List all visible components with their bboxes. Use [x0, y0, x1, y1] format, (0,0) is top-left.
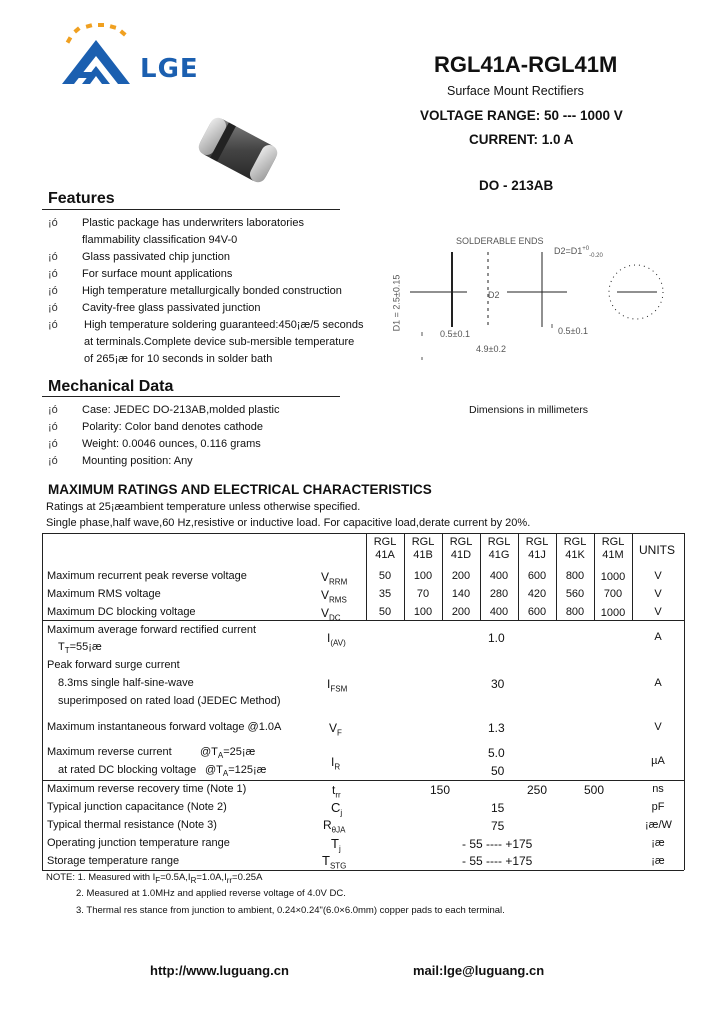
unit-cell: ns — [652, 783, 664, 795]
unit-cell: ¡æ/W — [645, 819, 672, 831]
param-label: at rated DC blocking voltage — [58, 764, 197, 776]
param-label: superimposed on rated load (JEDEC Method) — [58, 695, 281, 707]
param-label: Operating junction temperature range — [47, 837, 230, 849]
value-cell: 400 — [489, 570, 509, 582]
d2-center-label: D2 — [488, 290, 500, 300]
param-label: 8.3ms single half-sine-wave — [58, 677, 194, 689]
current-rating: CURRENT: 1.0 A — [469, 132, 574, 147]
value-cell: 560 — [565, 588, 585, 600]
unit-cell: V — [654, 570, 662, 582]
value-cell: 280 — [489, 588, 509, 600]
solderable-ends-label: SOLDERABLE ENDS — [456, 236, 544, 246]
value-cell: 500 — [584, 783, 605, 797]
unit-cell: µA — [651, 755, 665, 767]
value-cell: 100 — [413, 606, 433, 618]
part-header: RGL 41G — [487, 536, 511, 561]
value-cell: 75 — [491, 819, 505, 833]
value-cell: 800 — [565, 606, 585, 618]
table-border-left — [42, 533, 43, 870]
value-cell: 1000 — [600, 571, 626, 583]
value-cell: 50 — [378, 570, 392, 582]
note-3: 3. Thermal res stance from junction to ambient, 0.24×0.24"(6.0×6.0mm) copper pads to each terminal. — [76, 905, 505, 916]
subtitle: Surface Mount Rectifiers — [447, 84, 584, 98]
param-label: Typical thermal resistance (Note 3) — [47, 819, 217, 831]
part-header: RGL 41K — [563, 536, 587, 561]
symbol: $V_{RMS}$ — [321, 588, 347, 605]
note-2: 2. Measured at 1.0MHz and applied reverse voltage of 4.0V DC. — [76, 888, 346, 899]
value-cell: 35 — [378, 588, 392, 600]
part-header: RGL 41A — [373, 536, 397, 561]
value-cell: 600 — [527, 606, 547, 618]
col-divider — [632, 533, 633, 620]
symbol: $I_{FSM}$ — [327, 677, 348, 694]
param-label: Maximum DC blocking voltage — [47, 606, 196, 618]
param-condition: $@T_A=25¡æ$ — [200, 746, 256, 761]
param-condition: $T_T=55¡æ$ — [58, 641, 102, 656]
unit-cell: A — [654, 677, 662, 689]
unit-cell: pF — [651, 801, 665, 813]
value-cell: 50 — [491, 764, 505, 778]
value-cell: 70 — [416, 588, 430, 600]
part-header: RGL 41D — [449, 536, 473, 561]
unit-cell: A — [654, 631, 662, 643]
dimensions-caption: Dimensions in millimeters — [469, 404, 589, 416]
symbol: $R_{\theta JA}$ — [323, 818, 346, 835]
param-label: Storage temperature range — [47, 855, 180, 867]
unit-cell: V — [654, 606, 662, 618]
value-cell: - 55 ---- +175 — [462, 837, 533, 851]
value-cell: 400 — [489, 606, 509, 618]
symbol: $T_{STG}$ — [322, 853, 347, 871]
param-label: Peak forward surge current — [47, 659, 180, 671]
ratings-note-2: Single phase,half wave,60 Hz,resistive or inductive load. For capacitive load,derate current by 20%. — [46, 517, 531, 529]
param-label: Maximum recurrent peak reverse voltage — [47, 570, 247, 582]
param-label: Maximum instantaneous forward voltage @1.0A — [47, 721, 282, 733]
d1-dimension-label: D1 = 2.5±0.15 — [391, 274, 402, 332]
part-header: RGL 41M — [601, 536, 625, 561]
value-cell: 420 — [527, 588, 547, 600]
ratings-note-1: Ratings at 25¡æambient temperature unless otherwise specified. — [46, 501, 361, 513]
value-cell: - 55 ---- +175 — [462, 854, 533, 868]
unit-cell: V — [654, 721, 662, 733]
package-code: DO - 213AB — [479, 178, 554, 193]
value-cell: 30 — [491, 677, 505, 691]
unit-cell: ¡æ — [651, 837, 665, 849]
value-cell: 15 — [491, 801, 505, 815]
unit-cell: ¡æ — [651, 855, 665, 867]
table-border-right — [684, 533, 685, 870]
value-cell: 50 — [378, 606, 392, 618]
page-title: RGL41A-RGL41M — [434, 52, 618, 77]
symbol: $I_{(AV)}$ — [327, 631, 346, 648]
logo-text: LGE — [140, 54, 199, 84]
value-cell: 200 — [451, 606, 471, 618]
value-cell: 800 — [565, 570, 585, 582]
website-link[interactable]: http://www.luguang.cn — [150, 963, 289, 978]
symbol: $V_{RRM}$ — [321, 570, 348, 587]
row-divider — [42, 780, 684, 781]
value-cell: 250 — [527, 783, 548, 797]
symbol: $t_{rr}$ — [332, 783, 341, 800]
note-1: NOTE: 1. Measured with $I_F=0.5A,I_R=1.0A,I_{rr}=0.25A$ — [46, 872, 263, 885]
param-label: Maximum reverse current — [47, 746, 172, 758]
value-cell: 5.0 — [488, 746, 505, 760]
end-width-label-right: 0.5±0.1 — [558, 326, 588, 336]
voltage-range: VOLTAGE RANGE: 50 --- 1000 V — [420, 108, 623, 123]
symbol: $C_j$ — [331, 800, 343, 818]
units-header: UNITS — [639, 543, 675, 557]
table-border-top — [42, 533, 684, 534]
param-label: Maximum average forward rectified current — [47, 624, 257, 636]
table-border-bottom — [42, 870, 684, 871]
email-link[interactable]: mail:lge@luguang.cn — [413, 963, 545, 978]
features-heading: Features — [48, 190, 115, 207]
ratings-heading: MAXIMUM RATINGS AND ELECTRICAL CHARACTERISTICS — [48, 482, 432, 497]
value-cell: 1.0 — [488, 631, 505, 645]
value-cell: 100 — [413, 570, 433, 582]
param-label: Maximum reverse recovery time (Note 1) — [47, 783, 247, 795]
symbol: $V_F$ — [329, 721, 342, 738]
d2-label: $D2=D1^{+0}_{-0.20}$ — [554, 246, 603, 259]
value-cell: 200 — [451, 570, 471, 582]
param-label: Maximum RMS voltage — [47, 588, 161, 600]
length-label: 4.9±0.2 — [476, 344, 506, 354]
value-cell: 700 — [603, 588, 623, 600]
mechanical-heading: Mechanical Data — [48, 378, 174, 395]
unit-cell: V — [654, 588, 662, 600]
symbol: $T_j$ — [331, 836, 341, 854]
value-cell: 1.3 — [488, 721, 505, 735]
part-header: RGL 41B — [411, 536, 435, 561]
symbol: $I_R$ — [331, 755, 341, 772]
row-divider — [42, 620, 684, 621]
symbol: $V_{DC}$ — [321, 606, 341, 623]
value-cell: 150 — [430, 783, 451, 797]
param-condition: $@T_A=125¡æ$ — [205, 764, 267, 779]
param-label: Typical junction capacitance (Note 2) — [47, 801, 227, 813]
value-cell: 140 — [451, 588, 471, 600]
value-cell: 600 — [527, 570, 547, 582]
end-width-label: 0.5±0.1 — [440, 329, 470, 339]
value-cell: 1000 — [600, 607, 626, 619]
part-header: RGL 41J — [525, 536, 549, 561]
